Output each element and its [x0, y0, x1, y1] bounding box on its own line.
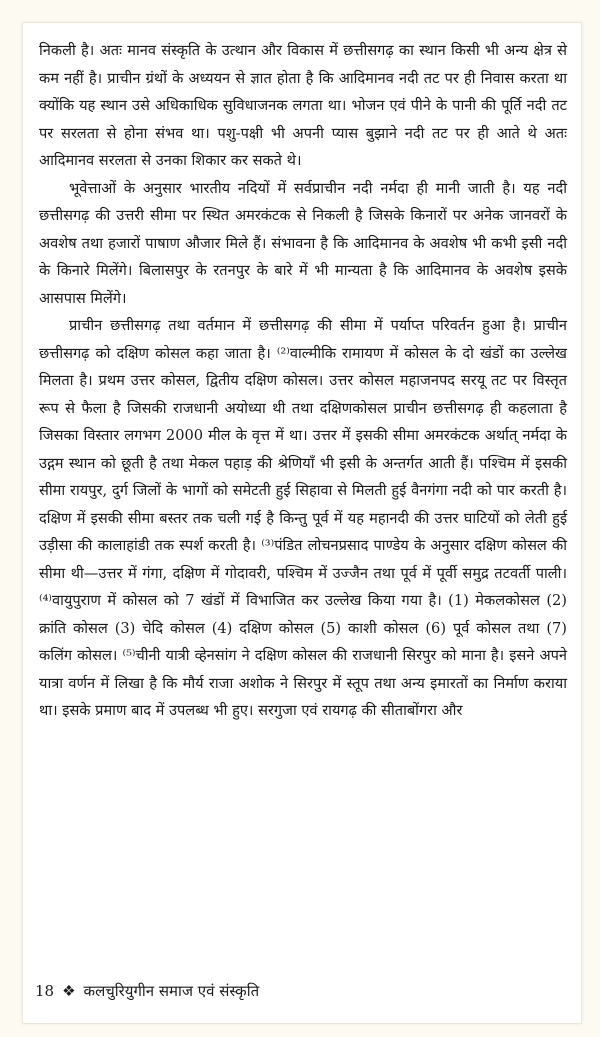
- page-footer: [35, 981, 569, 1001]
- page-number: 18: [35, 982, 55, 1000]
- book-page: [22, 22, 582, 1024]
- paragraph-2: भूवेत्ताओं के अनुसार भारतीय नदियों में सर्वप्राचीन नदी नर्मदा ही मानी जाती है। यह नदी छत्तीसगढ़ की उत्तरी सीमा पर स्थित अमरकंटक से निकली है जिसके किनारों पर अनेक जानवरों के अवशेष तथा हजारों पाषाण औजार मिले हैं। संभावना है कि आदिमानव के अवशेष भी कभी इसी नदी के किनारे मिलेंगे। बिलासपुर के रतनपुर के बारे में भी मान्यता है कि आदिमानव के अवशेष इसके आसपास मिलेंगे।: [39, 179, 567, 307]
- paragraph-1: निकली है। अतः मानव संस्कृति के उत्थान और विकास में छत्तीसगढ़ का स्थान किसी भी अन्य क्षेत्र से कम नहीं है। प्राचीन ग्रंथों के अध्ययन से ज्ञात होता है कि आदिमानव नदी तट पर ही निवास करता था क्योंकि यह स्थान उसे अधिकाधिक सुविधाजनक लगता था। भोजन एवं पीने के पानी की पूर्ति नदी तट पर सरलता से होना संभव था। पशु-पक्षी भी अपनी प्यास बुझाने नदी तट पर ही आते थे अतः आदिमानव सरलता से उनका शिकार कर सकते थे।: [39, 42, 567, 169]
- paragraph-3: प्राचीन छत्तीसगढ़ तथा वर्तमान में छत्तीसगढ़ की सीमा में पर्याप्त परिवर्तन हुआ है। प्राचीन छत्तीसगढ़ को दक्षिण कोसल कहा जाता है। ⁽²⁾वाल्मीकि रामायण में कोसल के दो खंडों का उल्लेख मिलता है। प्रथम उत्तर कोसल, द्वितीय दक्षिण कोसल। उत्तर कोसल महाजनपद सरयू तट पर विस्तृत रूप से फैला है जिसकी राजधानी अयोध्या थी तथा दक्षिणकोसल प्राचीन छत्तीसगढ़ ही कहलाता है जिसका विस्तार लगभग 2000 मील के वृत्त में था। उत्तर में इसकी सीमा अमरकंटक अर्थात् नर्मदा के उद्गम स्थान को छूती है तथा मेकल पहाड़ की श्रेणियाँ भी इसी के अन्तर्गत आती हैं। पश्चिम में इसकी सीमा रायपुर, दुर्ग जिलों के भागों को समेटती हुई सिहावा से मिलती हुई वैनगंगा नदी को पार करती है। दक्षिण में इसकी सीमा बस्तर तक चली गई है किन्तु पूर्व में यह महानदी की उत्तर घाटियों को लेती हुई उड़ीसा की कालाहांडी तक स्पर्श करती है। ⁽³⁾पंडित लोचनप्रसाद पाण्डेय के अनुसार दक्षिण कोसल की सीमा थी—उत्तर में गंगा, दक्षिण में गोदावरी, पश्चिम में उज्जैन तथा पूर्व में पूर्वी समुद्र तटवर्ती पाली। ⁽⁴⁾वायुपुराण में कोसल को 7 खंडों में विभाजित कर उल्लेख किया गया है। (1) मेकलकोसल (2) क्रांति कोसल (3) चेदि कोसल (4) दक्षिण कोसल (5) काशी कोसल (6) पूर्व कोसल तथा (7) कलिंग कोसल। ⁽⁵⁾चीनी यात्री व्हेनसांग ने दक्षिण कोसल की राजधानी सिरपुर को माना है। इसने अपने यात्रा वर्णन में लिखा है कि मौर्य राजा अशोक ने सिरपुर में स्तूप तथा अन्य इमारतों का निर्माण कराया था। इसके प्रमाण बाद में उपलब्ध भी हुए। सरगुजा एवं रायगढ़ की सीताबोंगरा और: [39, 317, 567, 719]
- body-text: [39, 37, 567, 725]
- book-title: कलचुरियुगीन समाज एवं संस्कृति: [83, 982, 260, 1000]
- ornament-icon: ❖: [62, 982, 76, 1000]
